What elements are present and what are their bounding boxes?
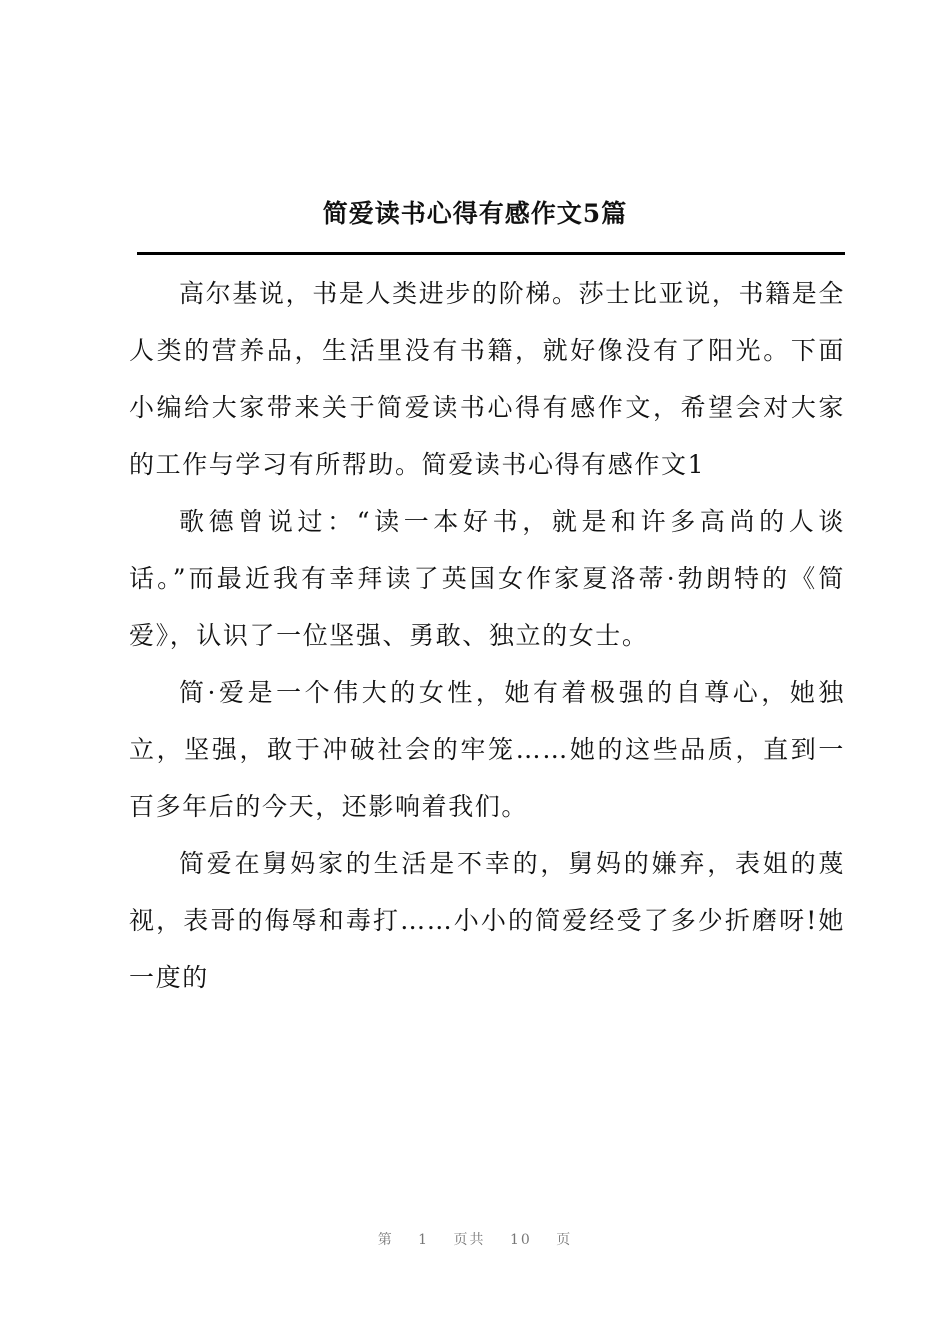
paragraph-2: 歌德曾说过：“读一本好书，就是和许多高尚的人谈话。”而最近我有幸拜读了英国女作家夏洛蒂·勃朗特的《简爱》，认识了一位坚强、勇敢、独立的女士。	[129, 507, 845, 650]
document-body	[129, 265, 845, 1006]
footer-middle: 页共	[453, 1232, 486, 1248]
footer-total-pages: 10	[510, 1232, 532, 1248]
footer-suffix: 页	[556, 1232, 573, 1248]
paragraph-1: 高尔基说，书是人类进步的阶梯。莎士比亚说，书籍是全人类的营养品，生活里没有书籍，就好像没有了阳光。下面小编给大家带来关于简爱读书心得有感作文，希望会对大家的工作与学习有所帮助。简爱读书心得有感作文1	[129, 279, 845, 479]
paragraph-3: 简·爱是一个伟大的女性，她有着极强的自尊心，她独立，坚强，敢于冲破社会的牢笼……她的这些品质，直到一百多年后的今天，还影响着我们。	[129, 678, 845, 821]
document-title: 简爱读书心得有感作文5篇	[322, 199, 628, 228]
title-divider	[137, 252, 845, 255]
footer-page-number: 1	[418, 1232, 430, 1248]
footer-prefix: 第	[377, 1232, 394, 1248]
paragraph-4: 简爱在舅妈家的生活是不幸的，舅妈的嫌弃，表姐的蔑视，表哥的侮辱和毒打……小小的简爱经受了多少折磨呀!她一度的	[129, 849, 845, 992]
page-footer	[0, 1229, 950, 1249]
